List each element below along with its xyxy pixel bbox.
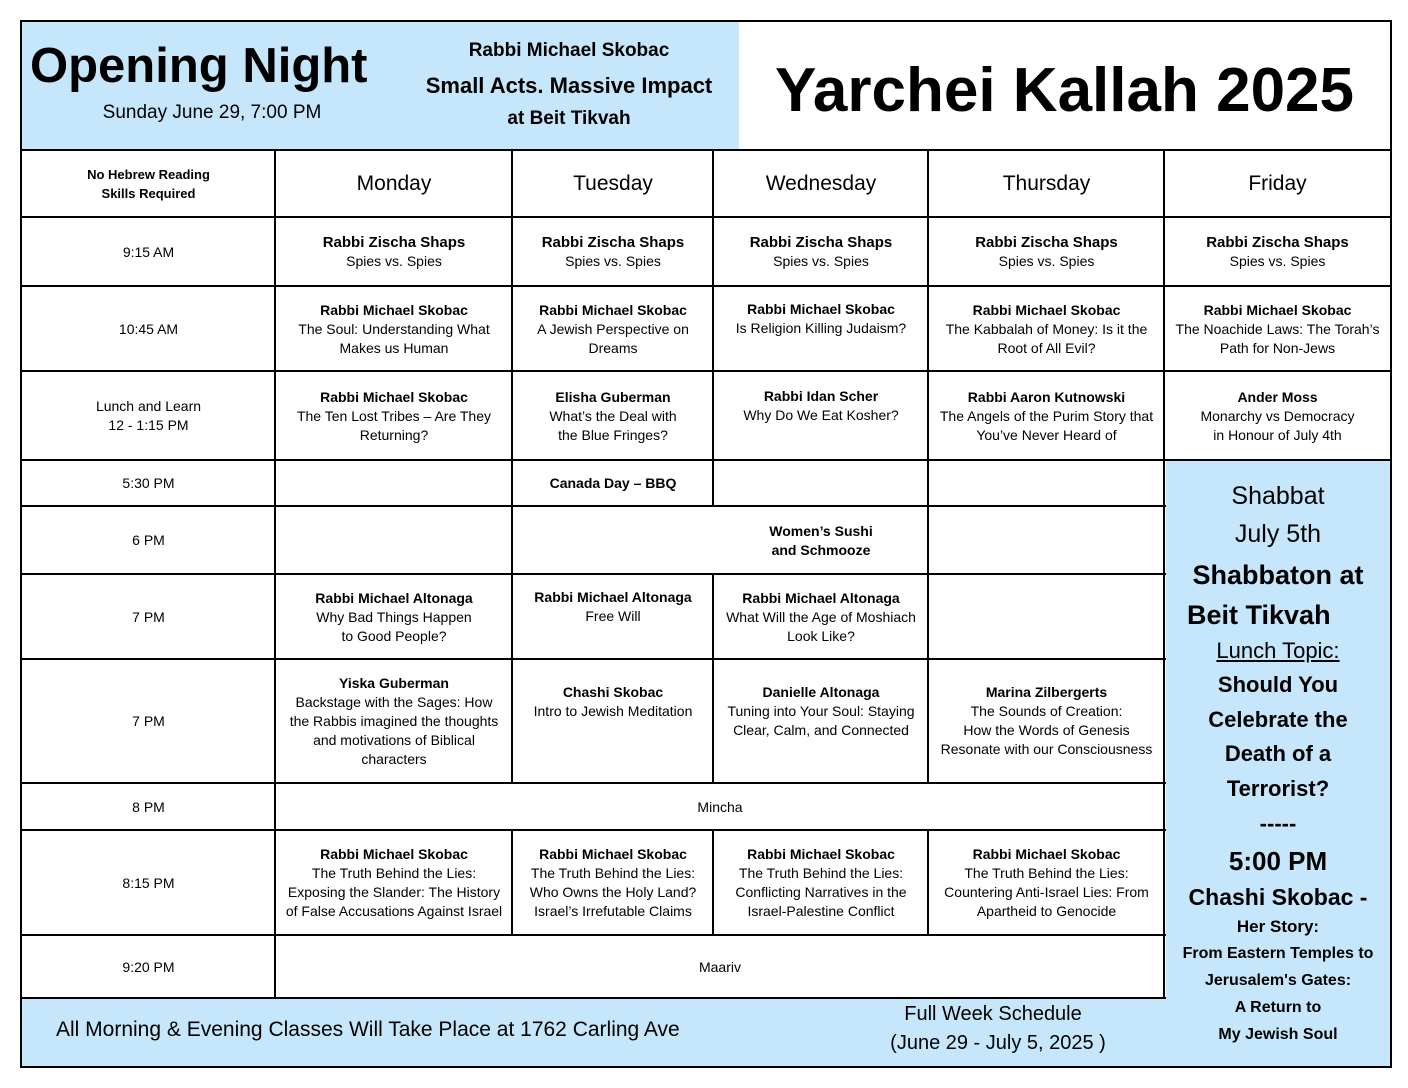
session-cell <box>929 660 1164 783</box>
maariv-cell <box>276 936 1164 998</box>
time-label: 5:30 PM <box>122 475 175 491</box>
session-topic: The Angels of the Purim Story that You’ve Never Heard of <box>939 407 1154 443</box>
session-topic: Spies vs. Spies <box>773 253 869 269</box>
session-topic: A Jewish Perspective on Dreams <box>537 320 689 356</box>
session-speaker: Yiska Guberman <box>339 675 449 691</box>
time-label: 7 PM <box>132 608 165 625</box>
time-label: 8:15 PM <box>122 874 175 891</box>
session-cell <box>1165 218 1390 286</box>
story-subtitle: From Eastern Temples to Jerusalem's Gates: A Return to My Jewish Soul <box>1182 945 1374 1043</box>
session-speaker: Rabbi Michael Skobac <box>747 846 895 862</box>
session-speaker: Rabbi Michael Skobac <box>972 846 1121 862</box>
shabbaton-venue: Beit Tikvah <box>1187 600 1331 630</box>
session-speaker: Rabbi Michael Altonaga <box>742 589 900 606</box>
session-speaker: Rabbi Michael Altonaga <box>315 589 473 606</box>
session-topic: Monarchy vs Democracy in Honour of July 4th <box>1200 407 1355 443</box>
session-topic: The Truth Behind the Lies: Who Owns the Holy Land? Israel’s Irrefutable Claims <box>529 865 697 919</box>
session-cell <box>513 372 713 460</box>
shabbat-time: 5:00 PM <box>1228 846 1328 876</box>
session-cell <box>276 575 512 659</box>
story-title: Her Story: <box>1236 917 1320 936</box>
session-cell <box>276 372 512 460</box>
session-speaker: Chashi Skobac <box>562 684 664 700</box>
session-cell <box>1165 372 1390 460</box>
opening-night-date: Sunday June 29, 7:00 PM <box>102 102 322 123</box>
session-cell <box>276 287 512 371</box>
opening-speaker: Rabbi Michael Skobac <box>468 40 670 61</box>
location-note: All Morning & Evening Classes Will Take Place at 1762 Carling Ave <box>56 1018 680 1041</box>
session-speaker: Elisha Guberman <box>555 388 671 405</box>
session-cell <box>276 831 512 935</box>
session-speaker: Rabbi Idan Scher <box>763 388 879 404</box>
maariv-label: Maariv <box>698 958 741 975</box>
session-topic: Tuning into Your Soul: Staying Clear, Calm, and Connected <box>727 703 915 738</box>
session-cell <box>714 287 928 371</box>
shabbat-content <box>1166 478 1390 1048</box>
session-cell <box>513 287 713 371</box>
session-topic: Intro to Jewish Meditation <box>533 703 693 719</box>
session-speaker: Rabbi Aaron Kutnowski <box>967 388 1126 405</box>
time-label: 9:20 PM <box>122 958 175 975</box>
time-label: Lunch and Learn 12 - 1:15 PM <box>95 398 202 433</box>
session-topic: The Truth Behind the Lies: Conflicting Narratives in the Israel-Palestine Conflict <box>735 865 907 919</box>
session-speaker: Marina Zilbergerts <box>985 684 1108 700</box>
time-label: 8 PM <box>132 798 165 815</box>
session-speaker: Rabbi Michael Skobac <box>972 301 1121 318</box>
lunch-topic-label: Lunch Topic: <box>1216 638 1340 663</box>
session-topic: Free Will <box>585 608 641 624</box>
session-topic: The Soul: Understanding What Makes us Human <box>298 320 490 356</box>
session-topic: The Truth Behind the Lies: Countering Anti-Israel Lies: From Apartheid to Genocide <box>944 865 1149 919</box>
corner-note-text: No Hebrew Reading Skills Required <box>87 166 210 201</box>
corner-note <box>22 150 275 217</box>
session-cell <box>276 218 512 286</box>
time-label: 10:45 AM <box>118 320 179 337</box>
session-topic: The Kabbalah of Money: Is it the Root of All Evil? <box>945 320 1148 356</box>
session-cell <box>513 461 713 506</box>
time-label: 7 PM <box>132 713 165 729</box>
mincha-cell <box>276 784 1164 830</box>
shabbat-date: July 5th <box>1234 520 1322 548</box>
shabbat-divider: ----- <box>1259 811 1297 836</box>
main-title: Yarchei Kallah 2025 <box>774 56 1355 125</box>
opening-topic: Small Acts. Massive Impact <box>425 73 713 98</box>
session-speaker: Rabbi Michael Skobac <box>320 846 468 862</box>
session-topic: What Will the Age of Moshiach Look Like? <box>726 608 916 644</box>
session-speaker: Ander Moss <box>1237 388 1318 405</box>
session-topic: Backstage with the Sages: How the Rabbis imagined the thoughts and motivations of Biblical characters <box>289 694 499 767</box>
session-topic: Spies vs. Spies <box>1229 253 1326 269</box>
session-cell <box>513 831 713 935</box>
day-header-tuesday: Tuesday <box>573 172 653 195</box>
session-speaker: Rabbi Zischa Shaps <box>975 234 1118 251</box>
session-topic: Spies vs. Spies <box>998 253 1095 269</box>
day-header-thursday: Thursday <box>1002 172 1091 195</box>
session-cell <box>513 575 713 659</box>
session-cell <box>714 575 928 659</box>
mincha-label: Mincha <box>697 798 743 815</box>
session-topic: The Sounds of Creation: How the Words of Genesis Resonate with our Consciousness <box>940 703 1153 757</box>
canada-day-event: Canada Day – BBQ <box>549 475 677 491</box>
session-cell <box>714 218 928 286</box>
session-speaker: Rabbi Michael Skobac <box>747 301 895 317</box>
session-cell <box>929 218 1164 286</box>
shabbat-line1: Shabbat <box>1231 482 1325 510</box>
session-cell <box>513 218 713 286</box>
session-speaker: Rabbi Michael Skobac <box>1203 301 1352 318</box>
session-cell <box>714 660 928 783</box>
lunch-topic-title: Should You Celebrate the Death of a Terrorist? <box>1208 672 1348 801</box>
session-speaker: Rabbi Michael Skobac <box>320 301 468 318</box>
session-cell <box>714 372 928 460</box>
session-speaker: Rabbi Zischa Shaps <box>541 234 685 251</box>
shabbaton-title: Shabbaton at <box>1192 560 1364 590</box>
day-header-monday: Monday <box>356 172 432 195</box>
session-topic: Is Religion Killing Judaism? <box>735 320 907 336</box>
session-topic: What’s the Deal with the Blue Fringes? <box>549 407 677 443</box>
session-cell <box>714 831 928 935</box>
day-header-wednesday: Wednesday <box>765 172 877 195</box>
schedule-range: (June 29 - July 5, 2025 ) <box>890 1032 1106 1054</box>
session-speaker: Rabbi Zischa Shaps <box>1206 234 1349 251</box>
session-speaker: Rabbi Michael Skobac <box>320 388 468 405</box>
session-speaker: Rabbi Michael Skobac <box>539 301 687 318</box>
session-topic: Spies vs. Spies <box>565 253 661 269</box>
session-cell <box>714 507 928 574</box>
session-topic: Spies vs. Spies <box>346 253 442 269</box>
session-topic: The Ten Lost Tribes – Are They Returning? <box>296 407 492 443</box>
opening-night-title: Opening Night <box>30 39 368 93</box>
session-cell <box>929 287 1164 371</box>
session-topic: The Noachide Laws: The Torah’s Path for Non-Jews <box>1175 320 1380 356</box>
sushi-event: Women’s Sushi and Schmooze <box>769 522 873 558</box>
session-speaker: Rabbi Michael Skobac <box>539 846 687 862</box>
session-speaker: Danielle Altonaga <box>762 684 880 700</box>
session-cell <box>1165 287 1390 371</box>
session-cell <box>276 660 512 783</box>
session-topic: Why Bad Things Happen to Good People? <box>316 608 472 644</box>
time-label: 9:15 AM <box>122 243 175 260</box>
session-topic: The Truth Behind the Lies: Exposing the Slander: The History of False Accusations Against Israel <box>285 865 503 919</box>
session-topic: Why Do We Eat Kosher? <box>743 407 899 423</box>
schedule-title: Full Week Schedule <box>904 1003 1082 1025</box>
session-cell <box>513 660 713 783</box>
session-speaker: Rabbi Zischa Shaps <box>749 234 893 251</box>
opening-venue: at Beit Tikvah <box>507 108 631 129</box>
session-speaker: Rabbi Michael Altonaga <box>534 589 692 605</box>
time-label: 6 PM <box>132 532 165 548</box>
session-cell <box>929 831 1164 935</box>
session-cell <box>929 372 1164 460</box>
session-speaker: Rabbi Zischa Shaps <box>322 234 466 251</box>
day-header-friday: Friday <box>1248 172 1307 195</box>
shabbat-speaker: Chashi Skobac - <box>1188 884 1368 910</box>
